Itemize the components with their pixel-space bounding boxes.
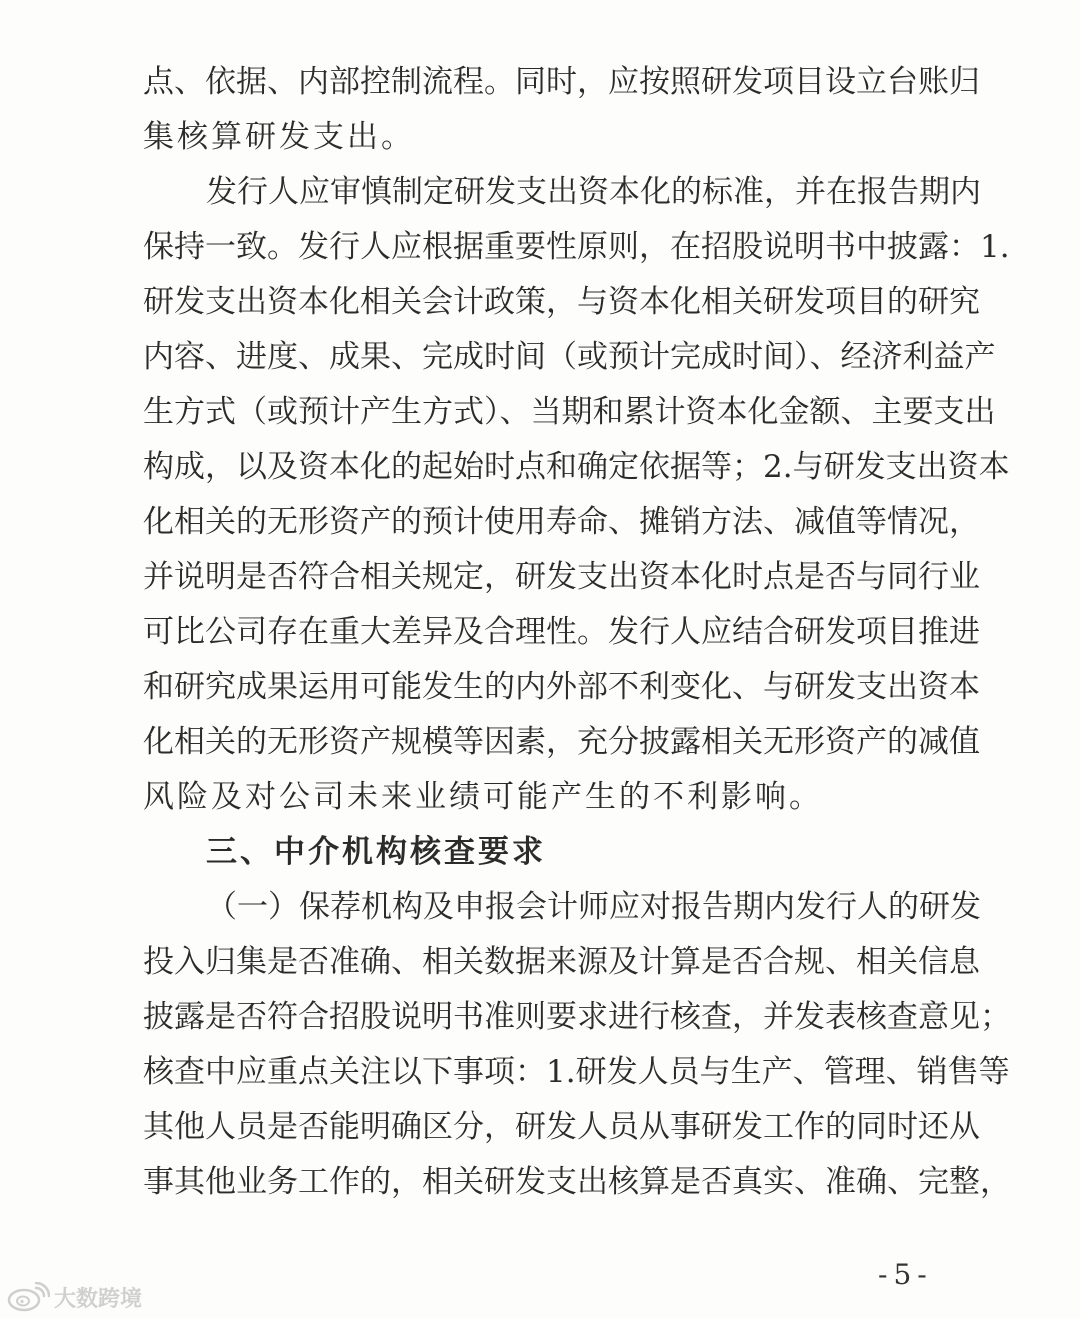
text-line-10: 并说明是否符合相关规定，研发支出资本化时点是否与同行业 [143, 559, 980, 595]
page-number: -5- [878, 1258, 933, 1291]
section-heading: 三、中介机构核查要求 [206, 834, 546, 870]
text-line-19: 核查中应重点关注以下事项：1.研发人员与生产、管理、销售等 [143, 1054, 1010, 1090]
text-line-6: 内容、进度、成果、完成时间（或预计完成时间）、经济利益产 [143, 339, 996, 375]
text-line-4: 保持一致。发行人应根据重要性原则，在招股说明书中披露：1. [143, 229, 1010, 265]
text-line-12: 和研究成果运用可能发生的内外部不利变化、与研发支出资本 [143, 669, 980, 705]
weibo-logo-icon [6, 1282, 50, 1312]
paragraph-start-line: （一）保荐机构及申报会计师应对报告期内发行人的研发 [206, 889, 981, 925]
text-line-8: 构成，以及资本化的起始时点和确定依据等；2.与研发支出资本 [143, 449, 1010, 485]
text-line-2: 集核算研发支出。 [143, 119, 415, 155]
watermark [6, 1280, 142, 1314]
text-line-9: 化相关的无形资产的预计使用寿命、摊销方法、减值等情况， [143, 504, 980, 540]
watermark-text: 大数跨境 [54, 1286, 143, 1312]
text-line-7: 生方式（或预计产生方式）、当期和累计资本化金额、主要支出 [143, 394, 996, 430]
text-line-17: 投入归集是否准确、相关数据来源及计算是否合规、相关信息 [143, 944, 980, 980]
text-line-21: 事其他业务工作的，相关研发支出核算是否真实、准确、完整， [143, 1164, 1011, 1200]
text-line-18: 披露是否符合招股说明书准则要求进行核查，并发表核查意见； [143, 999, 1011, 1035]
paragraph-start-line: 发行人应审慎制定研发支出资本化的标准，并在报告期内 [206, 174, 981, 210]
text-line-13: 化相关的无形资产规模等因素，充分披露相关无形资产的减值 [143, 724, 980, 760]
text-line-1: 点、依据、内部控制流程。同时，应按照研发项目设立台账归 [143, 64, 980, 100]
text-line-20: 其他人员是否能明确区分，研发人员从事研发工作的同时还从 [143, 1109, 980, 1145]
text-line-14: 风险及对公司未来业绩可能产生的不利影响。 [143, 779, 823, 815]
text-line-11: 可比公司存在重大差异及合理性。发行人应结合研发项目推进 [143, 614, 980, 650]
text-line-5: 研发支出资本化相关会计政策，与资本化相关研发项目的研究 [143, 284, 980, 320]
